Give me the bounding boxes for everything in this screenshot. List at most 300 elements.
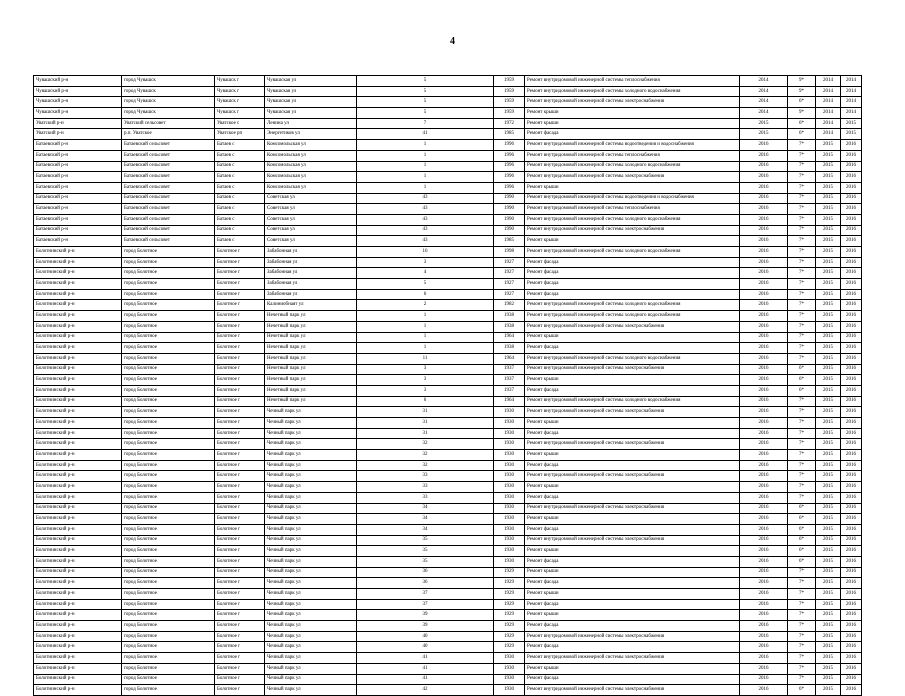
plan-year-cell: 2016 [740, 385, 788, 396]
end-year-cell: 2016 [841, 621, 862, 632]
district-cell: Чувашский р-н [34, 97, 122, 108]
code-cell: 7* [788, 460, 816, 471]
code-cell: 6* [788, 503, 816, 514]
end-year-cell: 2016 [841, 172, 862, 183]
locality-cell: Болотное г [215, 492, 265, 503]
start-year-cell: 2015 [816, 204, 841, 215]
end-year-cell: 2016 [841, 428, 862, 439]
table-row [34, 268, 862, 279]
house-number-cell: 34 [357, 514, 494, 525]
work-type-cell: Ремонт фасада [525, 492, 740, 503]
work-type-cell: Ремонт внутридомовой инженерной системы электроснабжения [525, 631, 740, 642]
plan-year-cell: 2016 [740, 556, 788, 567]
house-number-cell: 7 [357, 118, 494, 129]
district-cell: Болотнинский р-н [34, 268, 122, 279]
code-cell: 7* [788, 674, 816, 685]
plan-year-cell: 2016 [740, 546, 788, 557]
plan-year-cell: 2014 [740, 76, 788, 87]
build-year-cell: 1929 [494, 642, 525, 653]
build-year-cell: 1930 [494, 503, 525, 514]
end-year-cell: 2016 [841, 236, 862, 247]
district-cell: Болотнинский р-н [34, 418, 122, 429]
house-number-cell: 5 [357, 97, 494, 108]
settlement-cell: город Болотное [122, 578, 215, 589]
district-cell: Болотнинский р-н [34, 621, 122, 632]
start-year-cell: 2015 [816, 279, 841, 290]
district-cell: Болотнинский р-н [34, 674, 122, 685]
table-row [34, 118, 862, 129]
build-year-cell: 1964 [494, 332, 525, 343]
work-type-cell: Ремонт фасада [525, 257, 740, 268]
plan-year-cell: 2016 [740, 182, 788, 193]
street-cell: Забабонная ул [265, 268, 357, 279]
house-number-cell: 43 [357, 214, 494, 225]
plan-year-cell: 2016 [740, 311, 788, 322]
build-year-cell: 1937 [494, 375, 525, 386]
start-year-cell: 2015 [816, 514, 841, 525]
settlement-cell: Батаевский сельсовет [122, 193, 215, 204]
plan-year-cell: 2016 [740, 428, 788, 439]
end-year-cell: 2016 [841, 514, 862, 525]
code-cell: 6* [788, 385, 816, 396]
end-year-cell: 2016 [841, 385, 862, 396]
table-row [34, 311, 862, 322]
plan-year-cell: 2016 [740, 503, 788, 514]
work-type-cell: Ремонт внутридомовой инженерной системы электроснабжения [525, 439, 740, 450]
code-cell: 7* [788, 343, 816, 354]
settlement-cell: город Болотное [122, 642, 215, 653]
locality-cell: Болотное г [215, 514, 265, 525]
start-year-cell: 2015 [816, 364, 841, 375]
build-year-cell: 1927 [494, 289, 525, 300]
settlement-cell: город Болотное [122, 514, 215, 525]
plan-year-cell: 2015 [740, 118, 788, 129]
settlement-cell: Батаевский сельсовет [122, 172, 215, 183]
district-cell: Батаевский р-н [34, 182, 122, 193]
table-row [34, 535, 862, 546]
street-cell: Чечный парк ул [265, 642, 357, 653]
end-year-cell: 2016 [841, 546, 862, 557]
plan-year-cell: 2016 [740, 674, 788, 685]
house-number-cell: 36 [357, 578, 494, 589]
start-year-cell: 2015 [816, 353, 841, 364]
build-year-cell: 1996 [494, 182, 525, 193]
house-number-cell: 34 [357, 524, 494, 535]
end-year-cell: 2016 [841, 460, 862, 471]
build-year-cell: 1959 [494, 97, 525, 108]
build-year-cell: 1930 [494, 450, 525, 461]
code-cell: 7* [788, 300, 816, 311]
table-row [34, 642, 862, 653]
settlement-cell: Батаевский сельсовет [122, 214, 215, 225]
start-year-cell: 2014 [816, 86, 841, 97]
locality-cell: Болотное г [215, 279, 265, 290]
street-cell: Чувашская ул [265, 97, 357, 108]
house-number-cell: 31 [357, 407, 494, 418]
start-year-cell: 2015 [816, 428, 841, 439]
settlement-cell: Уватский сельсовет [122, 118, 215, 129]
plan-year-cell: 2016 [740, 257, 788, 268]
district-cell: Болотнинский р-н [34, 514, 122, 525]
house-number-cell: 3 [357, 385, 494, 396]
start-year-cell: 2015 [816, 535, 841, 546]
build-year-cell: 1959 [494, 76, 525, 87]
house-number-cell: 1 [357, 321, 494, 332]
work-type-cell: Ремонт внутридомовой инженерной системы электроснабжения [525, 471, 740, 482]
start-year-cell: 2015 [816, 214, 841, 225]
settlement-cell: Батаевский сельсовет [122, 140, 215, 151]
table-row [34, 279, 862, 290]
district-cell: Болотнинский р-н [34, 653, 122, 664]
district-cell: Чувашский р-н [34, 108, 122, 119]
plan-year-cell: 2016 [740, 642, 788, 653]
table-row [34, 653, 862, 664]
house-number-cell: 33 [357, 492, 494, 503]
settlement-cell: город Болотное [122, 375, 215, 386]
code-cell: 6* [788, 129, 816, 140]
code-cell: 6* [788, 685, 816, 696]
street-cell: Советская ул [265, 204, 357, 215]
district-cell: Болотнинский р-н [34, 610, 122, 621]
start-year-cell: 2015 [816, 257, 841, 268]
street-cell: Нечетный парк ул [265, 332, 357, 343]
plan-year-cell: 2016 [740, 567, 788, 578]
table-row [34, 375, 862, 386]
locality-cell: Болотное г [215, 289, 265, 300]
plan-year-cell: 2014 [740, 86, 788, 97]
build-year-cell: 1996 [494, 172, 525, 183]
table-row [34, 567, 862, 578]
build-year-cell: 1930 [494, 674, 525, 685]
start-year-cell: 2015 [816, 610, 841, 621]
locality-cell: Батаев с [215, 193, 265, 204]
locality-cell: Болотное г [215, 385, 265, 396]
settlement-cell: город Болотное [122, 257, 215, 268]
district-cell: Болотнинский р-н [34, 642, 122, 653]
code-cell: 7* [788, 589, 816, 600]
street-cell: Комсомольская ул [265, 140, 357, 151]
start-year-cell: 2015 [816, 578, 841, 589]
house-number-cell: 41 [357, 129, 494, 140]
district-cell: Болотнинский р-н [34, 343, 122, 354]
table-row [34, 343, 862, 354]
build-year-cell: 1937 [494, 385, 525, 396]
district-cell: Чувашский р-н [34, 86, 122, 97]
locality-cell: Болотное г [215, 578, 265, 589]
street-cell: Чечный парк ул [265, 514, 357, 525]
plan-year-cell: 2016 [740, 247, 788, 258]
end-year-cell: 2016 [841, 653, 862, 664]
locality-cell: Болотное г [215, 599, 265, 610]
district-cell: Болотнинский р-н [34, 546, 122, 557]
district-cell: Батаевский р-н [34, 150, 122, 161]
work-type-cell: Ремонт внутридомовой инженерной системы холодного водоснабжения [525, 86, 740, 97]
table-row [34, 460, 862, 471]
street-cell: Чечный парк ул [265, 578, 357, 589]
build-year-cell: 1982 [494, 300, 525, 311]
plan-year-cell: 2016 [740, 289, 788, 300]
code-cell: 7* [788, 268, 816, 279]
plan-year-cell: 2016 [740, 578, 788, 589]
start-year-cell: 2015 [816, 375, 841, 386]
code-cell: 6* [788, 364, 816, 375]
code-cell: 7* [788, 578, 816, 589]
house-number-cell: 34 [357, 503, 494, 514]
street-cell: Чечный парк ул [265, 460, 357, 471]
code-cell: 7* [788, 439, 816, 450]
house-number-cell: 39 [357, 610, 494, 621]
table-row [34, 108, 862, 119]
district-cell: Болотнинский р-н [34, 407, 122, 418]
street-cell: Энергетиков ул [265, 129, 357, 140]
table-row [34, 578, 862, 589]
settlement-cell: город Чувашск [122, 97, 215, 108]
table-row [34, 556, 862, 567]
plan-year-cell: 2016 [740, 225, 788, 236]
work-type-cell: Ремонт крыши [525, 375, 740, 386]
street-cell: Чечный парк ул [265, 567, 357, 578]
house-number-cell: 39 [357, 621, 494, 632]
work-type-cell: Ремонт фасада [525, 642, 740, 653]
start-year-cell: 2015 [816, 172, 841, 183]
street-cell: Забабонная ул [265, 289, 357, 300]
code-cell: 7* [788, 140, 816, 151]
plan-year-cell: 2016 [740, 524, 788, 535]
settlement-cell: город Болотное [122, 589, 215, 600]
code-cell: 7* [788, 236, 816, 247]
street-cell: Комсомольская ул [265, 182, 357, 193]
street-cell: Чечный парк ул [265, 439, 357, 450]
house-number-cell: 31 [357, 418, 494, 429]
work-type-cell: Ремонт крыши [525, 514, 740, 525]
code-cell: 7* [788, 193, 816, 204]
street-cell: Комсомольская ул [265, 161, 357, 172]
start-year-cell: 2015 [816, 150, 841, 161]
start-year-cell: 2015 [816, 418, 841, 429]
street-cell: Комсомольская ул [265, 172, 357, 183]
locality-cell: Болотное г [215, 332, 265, 343]
code-cell: 7* [788, 225, 816, 236]
end-year-cell: 2016 [841, 524, 862, 535]
build-year-cell: 1927 [494, 279, 525, 290]
locality-cell: Батаев с [215, 236, 265, 247]
code-cell: 7* [788, 247, 816, 258]
build-year-cell: 1930 [494, 514, 525, 525]
settlement-cell: город Болотное [122, 396, 215, 407]
street-cell: Нечетный парк ул [265, 343, 357, 354]
locality-cell: Болотное г [215, 642, 265, 653]
locality-cell: Батаев с [215, 140, 265, 151]
code-cell: 7* [788, 182, 816, 193]
start-year-cell: 2015 [816, 268, 841, 279]
locality-cell: Батаев с [215, 204, 265, 215]
district-cell: Болотнинский р-н [34, 492, 122, 503]
build-year-cell: 1996 [494, 140, 525, 151]
end-year-cell: 2016 [841, 599, 862, 610]
district-cell: Батаевский р-н [34, 161, 122, 172]
table-row [34, 385, 862, 396]
house-number-cell: 43 [357, 193, 494, 204]
settlement-cell: город Болотное [122, 385, 215, 396]
district-cell: Батаевский р-н [34, 204, 122, 215]
table-row [34, 524, 862, 535]
street-cell: Чечный парк ул [265, 503, 357, 514]
code-cell: 7* [788, 407, 816, 418]
locality-cell: Болотное г [215, 556, 265, 567]
settlement-cell: город Болотное [122, 268, 215, 279]
house-number-cell: 35 [357, 556, 494, 567]
code-cell: 7* [788, 610, 816, 621]
start-year-cell: 2015 [816, 385, 841, 396]
plan-year-cell: 2016 [740, 300, 788, 311]
locality-cell: Болотное г [215, 311, 265, 322]
end-year-cell: 2016 [841, 674, 862, 685]
build-year-cell: 1929 [494, 631, 525, 642]
plan-year-cell: 2016 [740, 685, 788, 696]
house-number-cell: 32 [357, 460, 494, 471]
district-cell: Болотнинский р-н [34, 599, 122, 610]
district-cell: Батаевский р-н [34, 225, 122, 236]
end-year-cell: 2015 [841, 129, 862, 140]
start-year-cell: 2015 [816, 589, 841, 600]
table-row [34, 129, 862, 140]
settlement-cell: город Болотное [122, 663, 215, 674]
house-number-cell: 6 [357, 396, 494, 407]
build-year-cell: 1930 [494, 685, 525, 696]
house-number-cell: 5 [357, 86, 494, 97]
page-number: 4 [450, 36, 455, 47]
street-cell: Чечный парк ул [265, 685, 357, 696]
work-type-cell: Ремонт внутридомовой инженерной системы холодного водоснабжения [525, 214, 740, 225]
table-row [34, 685, 862, 696]
street-cell: Чечный парк ул [265, 471, 357, 482]
house-number-cell: 43 [357, 204, 494, 215]
code-cell: 7* [788, 599, 816, 610]
district-cell: Уватский р-н [34, 118, 122, 129]
start-year-cell: 2015 [816, 663, 841, 674]
settlement-cell: город Болотное [122, 482, 215, 493]
house-number-cell: 3 [357, 257, 494, 268]
street-cell: Советская ул [265, 225, 357, 236]
build-year-cell: 1929 [494, 578, 525, 589]
code-cell: 7* [788, 353, 816, 364]
house-number-cell: 6 [357, 289, 494, 300]
settlement-cell: р.п. Уватское [122, 129, 215, 140]
settlement-cell: город Болотное [122, 471, 215, 482]
build-year-cell: 1929 [494, 599, 525, 610]
settlement-cell: Батаевский сельсовет [122, 225, 215, 236]
plan-year-cell: 2016 [740, 492, 788, 503]
work-type-cell: Ремонт внутридомовой инженерной системы холодного водоснабжения [525, 396, 740, 407]
house-number-cell: 43 [357, 236, 494, 247]
locality-cell: Уватское с [215, 118, 265, 129]
house-number-cell: 41 [357, 653, 494, 664]
settlement-cell: город Болотное [122, 364, 215, 375]
work-type-cell: Ремонт внутридомовой инженерной системы теплоснабжения [525, 76, 740, 87]
build-year-cell: 1996 [494, 150, 525, 161]
work-type-cell: Ремонт внутридомовой инженерной системы холодного водоснабжения [525, 311, 740, 322]
plan-year-cell: 2016 [740, 439, 788, 450]
start-year-cell: 2015 [816, 247, 841, 258]
street-cell: Чувашская ул [265, 86, 357, 97]
table-row [34, 471, 862, 482]
end-year-cell: 2014 [841, 76, 862, 87]
street-cell: Комсомольская ул [265, 150, 357, 161]
build-year-cell: 1930 [494, 439, 525, 450]
start-year-cell: 2015 [816, 236, 841, 247]
build-year-cell: 1930 [494, 482, 525, 493]
street-cell: Чечный парк ул [265, 418, 357, 429]
street-cell: Чечный парк ул [265, 450, 357, 461]
work-type-cell: Ремонт крыши [525, 418, 740, 429]
work-type-cell: Ремонт внутридомовой инженерной системы электроснабжения [525, 225, 740, 236]
start-year-cell: 2014 [816, 76, 841, 87]
code-cell: 7* [788, 289, 816, 300]
settlement-cell: Батаевский сельсовет [122, 204, 215, 215]
street-cell: Нечетный парк ул [265, 321, 357, 332]
plan-year-cell: 2016 [740, 663, 788, 674]
street-cell: Нечетный парк ул [265, 353, 357, 364]
build-year-cell: 1964 [494, 396, 525, 407]
build-year-cell: 1930 [494, 460, 525, 471]
house-number-cell: 37 [357, 589, 494, 600]
build-year-cell: 1929 [494, 567, 525, 578]
locality-cell: Болотное г [215, 621, 265, 632]
house-number-cell: 40 [357, 631, 494, 642]
plan-year-cell: 2016 [740, 321, 788, 332]
end-year-cell: 2016 [841, 407, 862, 418]
locality-cell: Болотное г [215, 364, 265, 375]
start-year-cell: 2015 [816, 567, 841, 578]
house-number-cell: 35 [357, 546, 494, 557]
street-cell: Чечный парк ул [265, 524, 357, 535]
work-type-cell: Ремонт крыши [525, 182, 740, 193]
end-year-cell: 2016 [841, 300, 862, 311]
work-type-cell: Ремонт фасада [525, 556, 740, 567]
table-body [34, 76, 862, 696]
build-year-cell: 1959 [494, 108, 525, 119]
end-year-cell: 2016 [841, 535, 862, 546]
code-cell: 7* [788, 161, 816, 172]
district-cell: Болотнинский р-н [34, 471, 122, 482]
build-year-cell: 1990 [494, 193, 525, 204]
locality-cell: Болотное г [215, 567, 265, 578]
build-year-cell: 1930 [494, 492, 525, 503]
end-year-cell: 2016 [841, 321, 862, 332]
end-year-cell: 2016 [841, 492, 862, 503]
end-year-cell: 2015 [841, 118, 862, 129]
start-year-cell: 2014 [816, 108, 841, 119]
build-year-cell: 1930 [494, 546, 525, 557]
house-number-cell: 40 [357, 642, 494, 653]
district-cell: Болотнинский р-н [34, 439, 122, 450]
district-cell: Болотнинский р-н [34, 428, 122, 439]
settlement-cell: город Болотное [122, 535, 215, 546]
work-type-cell: Ремонт крыши [525, 482, 740, 493]
code-cell: 7* [788, 428, 816, 439]
table-row [34, 236, 862, 247]
work-type-cell: Ремонт крыши [525, 236, 740, 247]
locality-cell: Болотное г [215, 589, 265, 600]
street-cell: Ленина ул [265, 118, 357, 129]
work-type-cell: Ремонт крыши [525, 450, 740, 461]
settlement-cell: город Чувашск [122, 76, 215, 87]
build-year-cell: 1985 [494, 129, 525, 140]
end-year-cell: 2016 [841, 150, 862, 161]
plan-year-cell: 2014 [740, 97, 788, 108]
table-row [34, 492, 862, 503]
settlement-cell: Батаевский сельсовет [122, 150, 215, 161]
